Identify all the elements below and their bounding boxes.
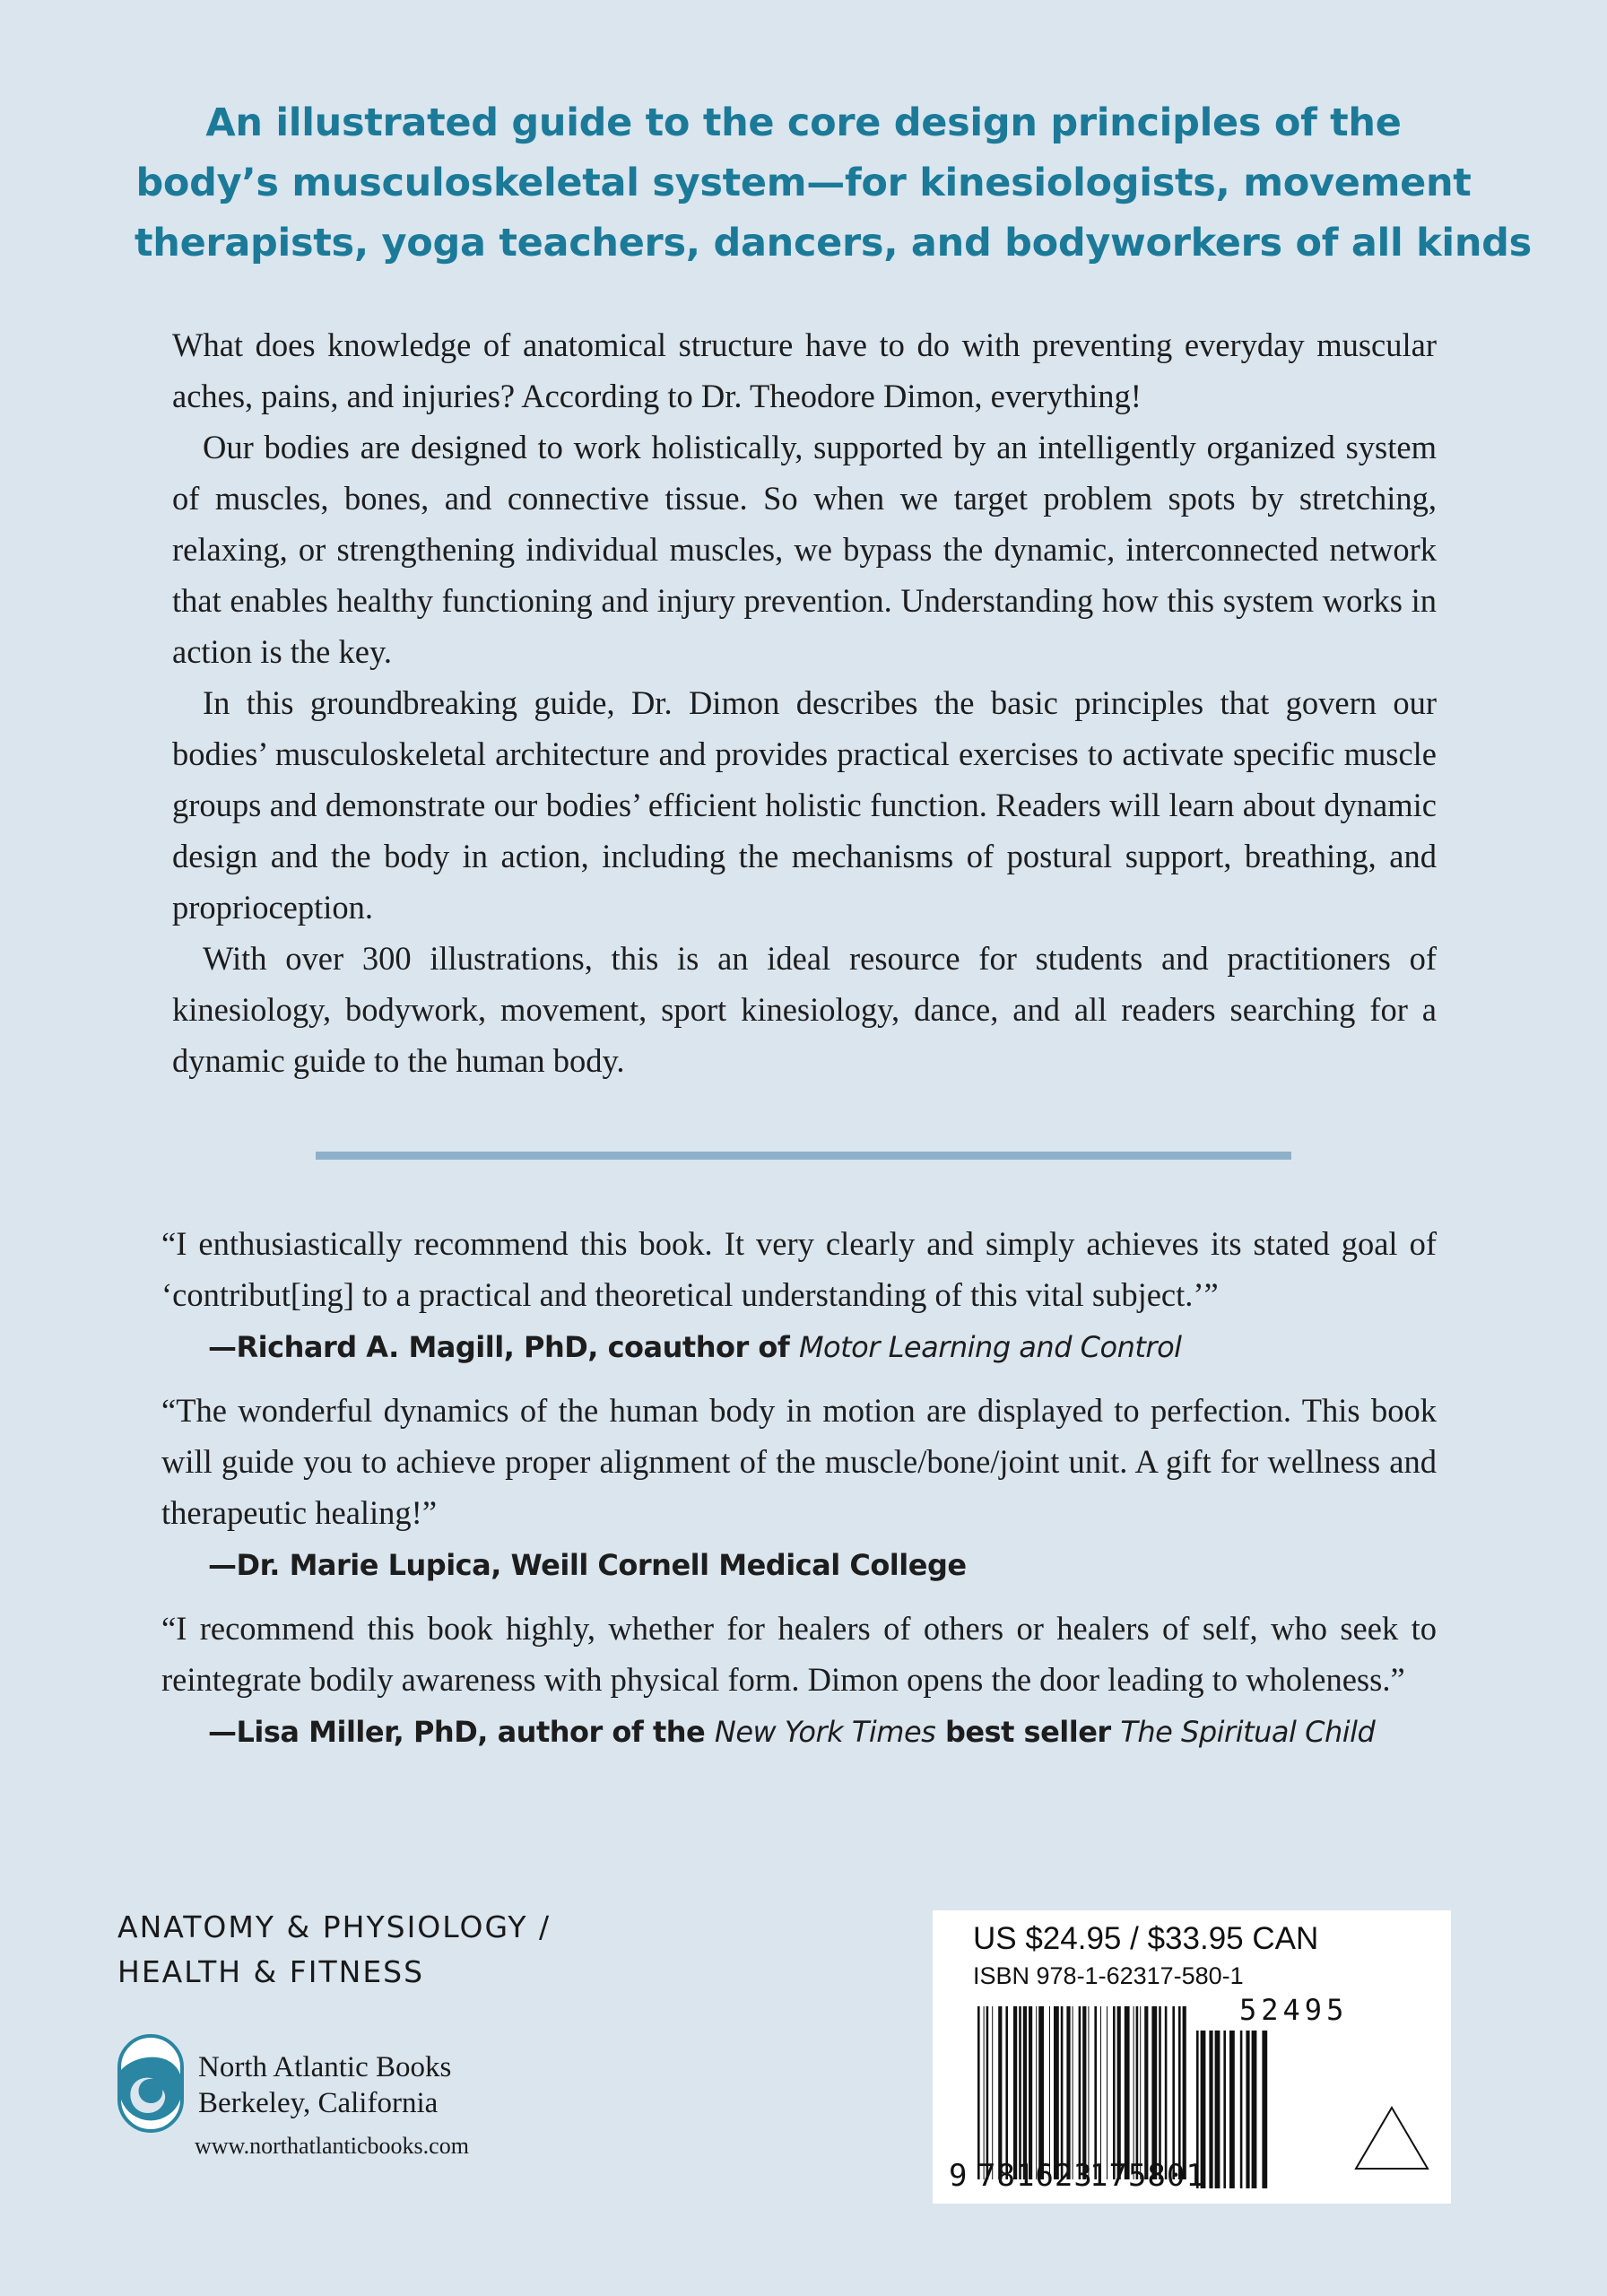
barcode-bar xyxy=(1178,2006,1181,2179)
barcode-bar xyxy=(1165,2006,1168,2179)
barcode-addon-digits: 52495 xyxy=(1239,1993,1349,2027)
publisher-name: North Atlantic Books xyxy=(198,2051,452,2083)
headline-line: An illustrated guide to the core design principles of the xyxy=(205,100,1402,145)
description-paragraph: What does knowledge of anatomical structure have to do with preventing everyday muscular aches, pains, and injuries? According to Dr. Theodore Dimon, everything! xyxy=(172,326,1437,414)
book-title: The Spiritual Child xyxy=(1120,1715,1376,1749)
publisher-location: Berkeley, California xyxy=(198,2087,439,2119)
barcode-bar xyxy=(1082,2006,1086,2179)
headline-line: body’s musculoskeletal system—for kinesiologists, movement xyxy=(135,161,1472,205)
endorsement-quote: “I enthusiastically recommend this book. It very clearly and simply achieves its stated goal of ‘contribut[ing] to a practical and theoretical understanding of this vital subject.’” xyxy=(161,1225,1437,1313)
barcode-bar xyxy=(1183,2006,1186,2179)
barcode-bar xyxy=(1005,2006,1008,2179)
barcode-bar xyxy=(1151,2006,1157,2179)
barcode-bar xyxy=(1209,2031,1212,2188)
description-paragraph: In this groundbreaking guide, Dr. Dimon describes the basic principles that govern our bodies’ musculoskeletal architecture and provides practical exercises to activate specific muscle groups and demonstrate our bodies’ efficient holistic function. Readers will learn about dynamic design and the body in action, including the mechanisms of postural support, breathing, and proprioception. xyxy=(172,684,1437,926)
barcode-bar xyxy=(1107,2006,1108,2179)
description-paragraph: With over 300 illustrations, this is an ideal resource for students and practitioners of kinesiology, bodywork, movement, sport kinesiology, dance, and all readers searching for a dynamic guide to the human body. xyxy=(172,940,1437,1079)
divider xyxy=(316,1152,1291,1160)
endorsement-attribution xyxy=(208,1705,1437,1759)
barcode-bar xyxy=(1229,2031,1235,2188)
isbn: ISBN 978-1-62317-580-1 xyxy=(973,1962,1244,1989)
barcode-lead-digit: 9 xyxy=(949,2158,968,2194)
category-line: HEALTH & FITNESS xyxy=(117,1954,425,1989)
endorsement-attribution: —Dr. Marie Lupica, Weill Cornell Medical College xyxy=(208,1548,967,1582)
endorsement-quote: “I recommend this book highly, whether for healers of others or healers of self, who seek to reintegrate bodily awareness with physical form. Dimon opens the door leading to wholeness.” xyxy=(161,1610,1437,1698)
barcode-bar xyxy=(1019,2006,1021,2179)
barcode-bar xyxy=(986,2006,989,2179)
barcode-bar xyxy=(998,2006,1002,2179)
barcode-bar xyxy=(1054,2006,1059,2179)
barcode-bar xyxy=(1061,2006,1064,2179)
category-line: ANATOMY & PHYSIOLOGY / xyxy=(117,1909,552,1944)
barcode-box xyxy=(933,1910,1451,2204)
publisher-logo-icon xyxy=(117,2034,184,2133)
publisher-info xyxy=(198,2049,451,2121)
barcode-digits-right: 175801 xyxy=(1090,2158,1205,2194)
price: US $24.95 / $33.95 CAN xyxy=(973,1921,1319,1956)
barcode-bar xyxy=(1252,2031,1257,2188)
barcode-bar xyxy=(992,2006,993,2179)
barcode-digits-left: 781623 xyxy=(977,2158,1093,2194)
triangle-icon xyxy=(1354,2106,1429,2170)
barcode-bar xyxy=(1013,2006,1017,2179)
category xyxy=(117,1905,551,1995)
barcode-bar xyxy=(1144,2006,1148,2179)
barcode-bar xyxy=(1079,2006,1081,2179)
description-paragraph: Our bodies are designed to work holistically, supported by an intelligently organized system of muscles, bones, and connective tissue. So when we target problem spots by stretching, relaxing, or strengthening individual muscles, we bypass the dynamic, interconnected network that enables healthy functioning and injury prevention. Understanding how this system works in action is the key. xyxy=(172,429,1437,670)
publisher-url[interactable]: www.northatlanticbooks.com xyxy=(195,2133,469,2159)
barcode-bar xyxy=(984,2006,985,2179)
attribution-text: —Richard A. Magill, PhD, coauthor of xyxy=(208,1330,799,1364)
barcode-bar xyxy=(1023,2006,1027,2179)
headline xyxy=(135,93,1532,274)
endorsement-attribution xyxy=(208,1320,1437,1374)
barcode-bar xyxy=(1029,2006,1032,2179)
barcode-bar xyxy=(977,2006,980,2179)
barcode-bar xyxy=(1125,2006,1130,2179)
endorsement-quote: “The wonderful dynamics of the human body in motion are displayed to perfection. This book will guide you to achieve proper alignment of the muscle/bone/joint unit. A gift for wellness and therapeutic healing!” xyxy=(161,1392,1437,1531)
endorsements xyxy=(161,1218,1437,1770)
attribution-text: —Lisa Miller, PhD, author of the xyxy=(208,1715,715,1749)
barcode-bar xyxy=(1246,2031,1249,2188)
barcode-bar xyxy=(1100,2006,1101,2179)
barcode-bar xyxy=(1066,2006,1070,2179)
barcode-bar xyxy=(1117,2006,1121,2179)
barcode-bar xyxy=(1038,2006,1044,2179)
barcode-bar xyxy=(1049,2006,1050,2179)
barcode-bar xyxy=(1094,2006,1097,2179)
publication-title: New York Times xyxy=(714,1715,936,1749)
barcode-bar xyxy=(1136,2006,1139,2179)
barcode-bar xyxy=(1240,2031,1243,2188)
barcode-bar xyxy=(1088,2006,1089,2179)
barcode-bar xyxy=(1262,2031,1267,2188)
attribution-text: best seller xyxy=(935,1715,1121,1749)
barcode-bar xyxy=(1113,2006,1116,2179)
barcode-bar xyxy=(1036,2006,1037,2179)
barcode-bar xyxy=(1223,2031,1226,2188)
barcode-bar xyxy=(1215,2031,1220,2188)
description xyxy=(172,319,1437,1086)
barcode-bar xyxy=(1159,2006,1161,2179)
barcode-bar xyxy=(1140,2006,1141,2179)
barcode-bar xyxy=(1172,2006,1175,2179)
book-title: Motor Learning and Control xyxy=(798,1330,1182,1364)
headline-line: therapists, yoga teachers, dancers, and bodyworkers of all kinds xyxy=(135,221,1532,265)
